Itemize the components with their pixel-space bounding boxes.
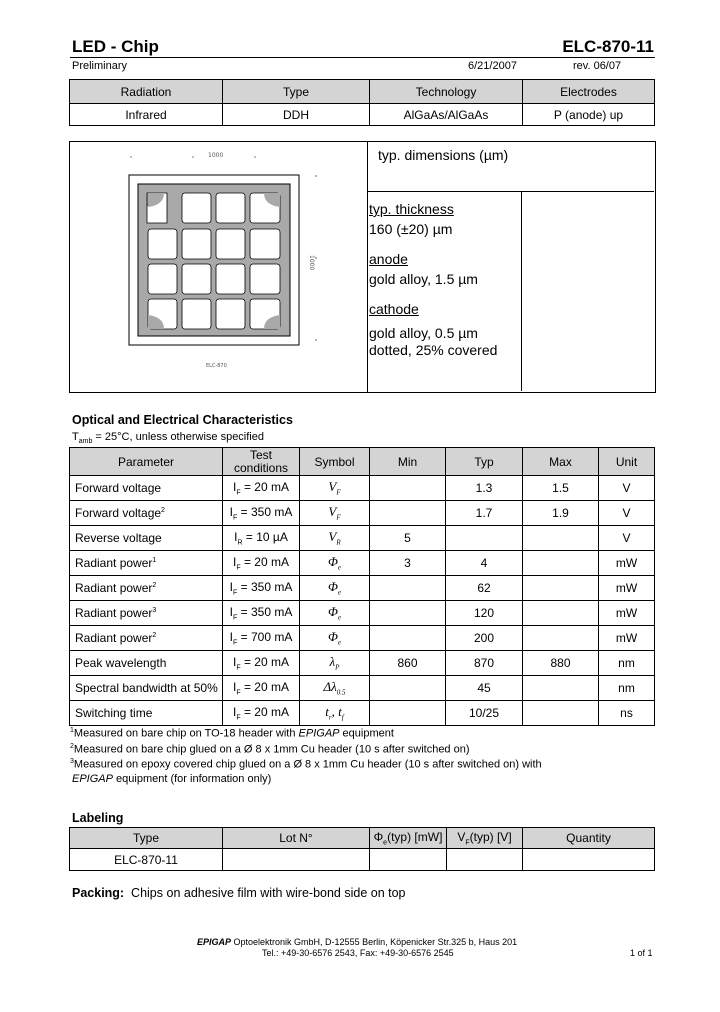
cell-symbol: $\Phi_e$ — [300, 601, 370, 626]
cell-typ: 870 — [446, 651, 523, 676]
part-number: ELC-870-11 — [562, 37, 654, 56]
cell-max — [523, 701, 599, 726]
cell-parameter: Radiant power$^2$ — [70, 576, 223, 601]
cell-max: 1.5 — [523, 476, 599, 501]
table-row — [70, 626, 655, 651]
col-parameter: Parameter — [70, 448, 223, 476]
thickness-value: 160 (±20) µm — [369, 221, 453, 237]
cell-conditions: $I_F = 20$ mA — [223, 476, 300, 501]
cell-typ: 62 — [446, 576, 523, 601]
cell-unit: nm — [599, 651, 655, 676]
table-row — [70, 501, 655, 526]
cell-parameter: Peak wavelength — [70, 651, 223, 676]
cell-symbol: $t_r$, $t_f$ — [300, 701, 370, 726]
cell-max — [523, 551, 599, 576]
cell-min: 3 — [370, 551, 446, 576]
label-phi-value — [370, 849, 447, 871]
summary-header: Technology — [370, 80, 523, 104]
cell-symbol: $V_F$ — [300, 476, 370, 501]
cell-parameter: Forward voltage$^2$ — [70, 501, 223, 526]
optical-title: Optical and Electrical Characteristics — [72, 413, 293, 427]
cell-conditions: $I_F = 350$ mA — [223, 501, 300, 526]
table-row — [70, 476, 655, 501]
cell-symbol: $V_R$ — [300, 526, 370, 551]
cell-max — [523, 676, 599, 701]
labeling-table — [69, 827, 655, 871]
doc-title: LED - Chip — [72, 37, 159, 56]
footnote-1: $^1$Measured on bare chip on TO-18 header with EPIGAP equipment — [70, 727, 394, 740]
cell-max — [523, 576, 599, 601]
cell-conditions: $I_F = 20$ mA — [223, 701, 300, 726]
label-qty-value — [523, 849, 655, 871]
cell-min — [370, 676, 446, 701]
anode-label: anode — [369, 251, 408, 267]
revision-text: rev. 06/07 — [573, 60, 622, 72]
table-row — [70, 551, 655, 576]
cell-min: 860 — [370, 651, 446, 676]
label-col-phi: $\Phi_e(typ)$ [mW] — [370, 828, 447, 849]
cell-typ — [446, 526, 523, 551]
table-row — [70, 576, 655, 601]
cell-parameter: Reverse voltage — [70, 526, 223, 551]
height-dim-label: 1000 — [308, 255, 315, 271]
footer-page: 1 of 1 — [630, 948, 653, 958]
cell-parameter: Radiant power$^2$ — [70, 626, 223, 651]
cell-typ: 1.7 — [446, 501, 523, 526]
cell-parameter: Radiant power$^3$ — [70, 601, 223, 626]
footnote-2: $^2$Measured on bare chip glued on a Ø 8 x 1mm Cu header (10 s after switched on) — [70, 743, 470, 756]
cell-min — [370, 576, 446, 601]
cell-symbol: $\lambda_P$ — [300, 651, 370, 676]
col-typ: Typ — [446, 448, 523, 476]
cathode-value-1: gold alloy, 0.5 µm — [369, 325, 478, 341]
cell-conditions: $I_R = 10$ µA — [223, 526, 300, 551]
summary-value: Infrared — [70, 104, 223, 126]
col-symbol: Symbol — [300, 448, 370, 476]
cell-typ: 200 — [446, 626, 523, 651]
cell-unit: V — [599, 501, 655, 526]
cell-conditions: $I_F = 20$ mA — [223, 551, 300, 576]
label-lot-value — [223, 849, 370, 871]
cell-conditions: $I_F = 350$ mA — [223, 576, 300, 601]
cell-symbol: $\Phi_e$ — [300, 576, 370, 601]
cathode-value-2: dotted, 25% covered — [369, 342, 498, 358]
cell-unit: mW — [599, 551, 655, 576]
table-row — [70, 676, 655, 701]
col-min: Min — [370, 448, 446, 476]
cell-min — [370, 476, 446, 501]
summary-header: Electrodes — [523, 80, 655, 104]
cathode-label: cathode — [369, 301, 419, 317]
status-text: Preliminary — [72, 60, 128, 72]
cell-typ: 4 — [446, 551, 523, 576]
packing-line: Packing: Chips on adhesive film with wire-bond side on top — [72, 886, 406, 900]
width-dim-label: 1000 — [208, 152, 224, 159]
footnote-3: $^3$Measured on epoxy covered chip glued on a Ø 8 x 1mm Cu header (10 s after switched on) with — [70, 758, 542, 771]
cell-typ: 120 — [446, 601, 523, 626]
cell-max — [523, 626, 599, 651]
characteristics-table — [69, 447, 655, 726]
footer-company: EPIGAP Optoelektronik GmbH, D-12555 Berlin, Köpenicker Str.325 b, Haus 201 — [197, 937, 518, 947]
footnote-3-cont: EPIGAP equipment (for information only) — [72, 773, 272, 785]
cell-symbol: $\Delta\lambda_{0.5}$ — [300, 676, 370, 701]
cell-min — [370, 601, 446, 626]
cell-symbol: $\Phi_e$ — [300, 551, 370, 576]
cell-max — [523, 526, 599, 551]
dimensions-title: typ. dimensions (µm) — [378, 147, 509, 163]
cell-unit: mW — [599, 601, 655, 626]
label-col-quantity: Quantity — [523, 828, 655, 849]
cell-conditions: $I_F = 350$ mA — [223, 601, 300, 626]
label-col-type: Type — [70, 828, 223, 849]
cell-unit: V — [599, 526, 655, 551]
drawing-note: ELC-870 — [206, 363, 227, 369]
col-max: Max — [523, 448, 599, 476]
cell-min — [370, 626, 446, 651]
anode-value: gold alloy, 1.5 µm — [369, 271, 478, 287]
table-row — [70, 651, 655, 676]
cell-parameter: Radiant power$^1$ — [70, 551, 223, 576]
labeling-title: Labeling — [72, 811, 124, 825]
table-row — [70, 701, 655, 726]
summary-header: Radiation — [70, 80, 223, 104]
footer-contact: Tel.: +49-30-6576 2543, Fax: +49-30-6576 2545 — [262, 948, 454, 958]
date-text: 6/21/2007 — [468, 60, 517, 72]
chip-drawing — [120, 145, 330, 380]
label-type-value: ELC-870-11 — [70, 849, 223, 871]
label-col-vf: $V_F(typ)$ [V] — [447, 828, 523, 849]
cell-unit: nm — [599, 676, 655, 701]
cell-parameter: Forward voltage — [70, 476, 223, 501]
cell-conditions: $I_F = 700$ mA — [223, 626, 300, 651]
cell-conditions: $I_F = 20$ mA — [223, 676, 300, 701]
cell-symbol: $\Phi_e$ — [300, 626, 370, 651]
cell-unit: ns — [599, 701, 655, 726]
cell-unit: mW — [599, 576, 655, 601]
cell-max — [523, 601, 599, 626]
optical-condition: $T_{amb} = 25^\circ C$, unless otherwise specified — [72, 431, 264, 446]
cell-parameter: Switching time — [70, 701, 223, 726]
cell-typ: 1.3 — [446, 476, 523, 501]
table-row — [70, 526, 655, 551]
summary-value: AlGaAs/AlGaAs — [370, 104, 523, 126]
cell-typ: 10/25 — [446, 701, 523, 726]
cell-unit: V — [599, 476, 655, 501]
col-unit: Unit — [599, 448, 655, 476]
cell-max: 1.9 — [523, 501, 599, 526]
cell-min — [370, 701, 446, 726]
cell-max: 880 — [523, 651, 599, 676]
cell-unit: mW — [599, 626, 655, 651]
cell-min: 5 — [370, 526, 446, 551]
cell-conditions: $I_F = 20$ mA — [223, 651, 300, 676]
table-row — [70, 601, 655, 626]
label-vf-value — [447, 849, 523, 871]
cell-typ: 45 — [446, 676, 523, 701]
summary-value: P (anode) up — [523, 104, 655, 126]
col-test-conditions: Test conditions — [223, 448, 300, 476]
header-rule — [70, 57, 655, 58]
summary-header: Type — [223, 80, 370, 104]
cell-symbol: $V_F$ — [300, 501, 370, 526]
cell-parameter: Spectral bandwidth at 50% — [70, 676, 223, 701]
label-col-lot: Lot N° — [223, 828, 370, 849]
cell-min — [370, 501, 446, 526]
summary-table — [69, 79, 655, 126]
summary-value: DDH — [223, 104, 370, 126]
thickness-label: typ. thickness — [369, 201, 454, 217]
